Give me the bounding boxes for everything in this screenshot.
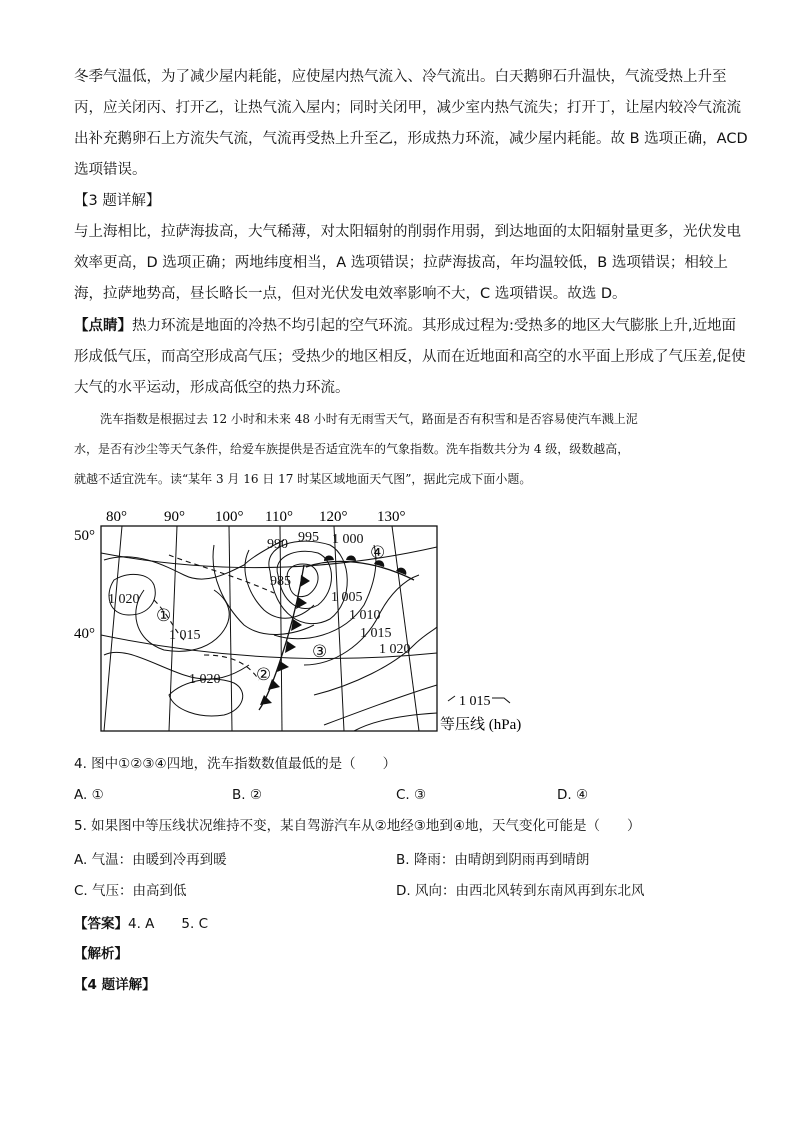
- question-4-stem: 4. 图中①②③④四地，洗车指数数值最低的是（ ）: [74, 756, 397, 772]
- isobar-label: 1 015: [360, 626, 392, 641]
- trough: [169, 555, 274, 593]
- text-line: 选项错误。: [74, 162, 147, 178]
- isobar: [104, 540, 284, 579]
- isobar-label: 1 020: [189, 672, 221, 687]
- isobar-label: 985: [270, 574, 291, 589]
- isobar: [104, 652, 249, 679]
- weather-map-svg: [74, 505, 554, 745]
- dianjing-first-line: [74, 311, 736, 342]
- text-line: 与上海相比，拉萨海拔高，大气稀薄，对太阳辐射的削弱作用弱，到达地面的太阳辐射量更多，光伏发电: [74, 224, 741, 240]
- explanation-q2: [74, 62, 748, 186]
- isobar-label: 1 010: [349, 608, 381, 623]
- text-line: 海，拉萨地势高，昼长略长一点，但对光伏发电效率影响不大，C 选项错误。故选 D。: [74, 286, 627, 302]
- legend-label: 等压线 (hPa): [440, 717, 522, 733]
- q4-option-c: C. ③: [396, 787, 427, 803]
- q5-option-a: A. 气温：由暖到冷再到暖: [74, 852, 227, 868]
- lon-label: 90°: [164, 509, 185, 525]
- dianjing-section: [74, 311, 746, 404]
- lat-label: 40°: [74, 626, 95, 642]
- material-intro: [74, 404, 730, 494]
- point-1: ①: [156, 606, 172, 625]
- text-line: 冬季气温低，为了减少屋内耗能，应使屋内热气流入、冷气流出。白天鹅卵石升温快，气流受热上升至: [74, 69, 727, 85]
- text-line: 形成低气压，而高空形成高气压；受热少的地区相反，从而在近地面和高空的水平面上形成了气压差,促使: [74, 349, 746, 365]
- text-line: 洗车指数是根据过去 12 小时和未来 48 小时有无雨雪天气，路面是否有积雪和是否容易使汽车溅上泥: [100, 412, 638, 426]
- front-triangle: [285, 641, 296, 653]
- dianjing-tag: 【点睛】: [74, 318, 132, 334]
- q5-option-d: D. 风向：由西北风转到东南风再到东北风: [396, 883, 645, 899]
- lon-label: 80°: [106, 509, 127, 525]
- q4-option-d: D. ④: [557, 787, 589, 803]
- point-2: ②: [256, 665, 272, 684]
- legend-value: 1 015: [459, 694, 491, 709]
- weather-map: [74, 505, 554, 745]
- question-5-stem: 5. 如果图中等压线状况维持不变，某自驾游汽车从②地经③地到④地，天气变化可能是（ ）: [74, 818, 641, 834]
- lon-label: 120°: [319, 509, 348, 525]
- q4-heading: 【4 题详解】: [74, 977, 156, 993]
- text-line: 出补充鹅卵石上方流失气流，气流再受热上升至乙，形成热力环流，减少屋内耗能。故 B 选项正确，ACD: [74, 131, 748, 147]
- answer-text: 4. A 5. C: [128, 916, 209, 932]
- q5-option-c: C. 气压：由高到低: [74, 883, 187, 899]
- point-3: ③: [312, 642, 328, 661]
- meridian-100: [229, 526, 232, 731]
- q3-heading: 【3 题详解】: [74, 193, 161, 209]
- lat-label: 50°: [74, 528, 95, 544]
- text-line: 效率更高，D 选项正确；两地纬度相当，A 选项错误；拉萨海拔高，年均温较低，B 选项错误；相较上: [74, 255, 728, 271]
- isobar-label: 1 005: [331, 590, 363, 605]
- isobar: [354, 713, 437, 731]
- isobar-label: 1 000: [332, 532, 364, 547]
- answer-line: [74, 912, 208, 932]
- q4-option-a: A. ①: [74, 787, 104, 803]
- explanation-q3: [74, 186, 741, 310]
- front-triangle: [300, 575, 310, 587]
- point-4: ④: [370, 543, 386, 562]
- lon-label: 130°: [377, 509, 406, 525]
- front-semicircle: [346, 555, 356, 561]
- text-line: 大气的水平运动，形成高低空的热力环流。: [74, 380, 350, 396]
- analysis-heading: 【解析】: [74, 946, 128, 962]
- isobar-label: 990: [267, 537, 288, 552]
- front-triangle: [277, 661, 289, 672]
- lon-label: 110°: [265, 509, 293, 525]
- answer-tag: 【答案】: [74, 916, 128, 932]
- q4-option-b: B. ②: [232, 787, 262, 803]
- isobar-label: 1 020: [379, 642, 411, 657]
- isobar-label: 1 020: [108, 592, 140, 607]
- meridian-110: [280, 526, 282, 731]
- text-line: 热力环流是地面的冷热不均引起的空气环流。其形成过程为:受热多的地区大气膨胀上升,近地面: [132, 318, 736, 334]
- text-line: 丙，应关闭丙、打开乙，让热气流入屋内；同时关闭甲，减少室内热气流失；打开丁，让屋内较冷气流流: [74, 100, 741, 116]
- text-line: 水，是否有沙尘等天气条件，给爱车族提供是否适宜洗车的气象指数。洗车指数共分为 4 级，级数越高，: [74, 442, 630, 456]
- meridian-130: [392, 526, 419, 731]
- map-legend: [440, 694, 521, 733]
- front-semicircle: [324, 555, 334, 561]
- q5-option-b: B. 降雨：由晴朗到阴雨再到晴朗: [396, 852, 590, 868]
- isobar-label: 995: [298, 530, 319, 545]
- lon-label: 100°: [215, 509, 244, 525]
- isobar-label: 1 015: [169, 628, 201, 643]
- isobar: [324, 685, 437, 725]
- text-line: 就越不适宜洗车。读“某年 3 月 16 日 17 时某区域地面天气图”，据此完成下面小题。: [74, 472, 532, 486]
